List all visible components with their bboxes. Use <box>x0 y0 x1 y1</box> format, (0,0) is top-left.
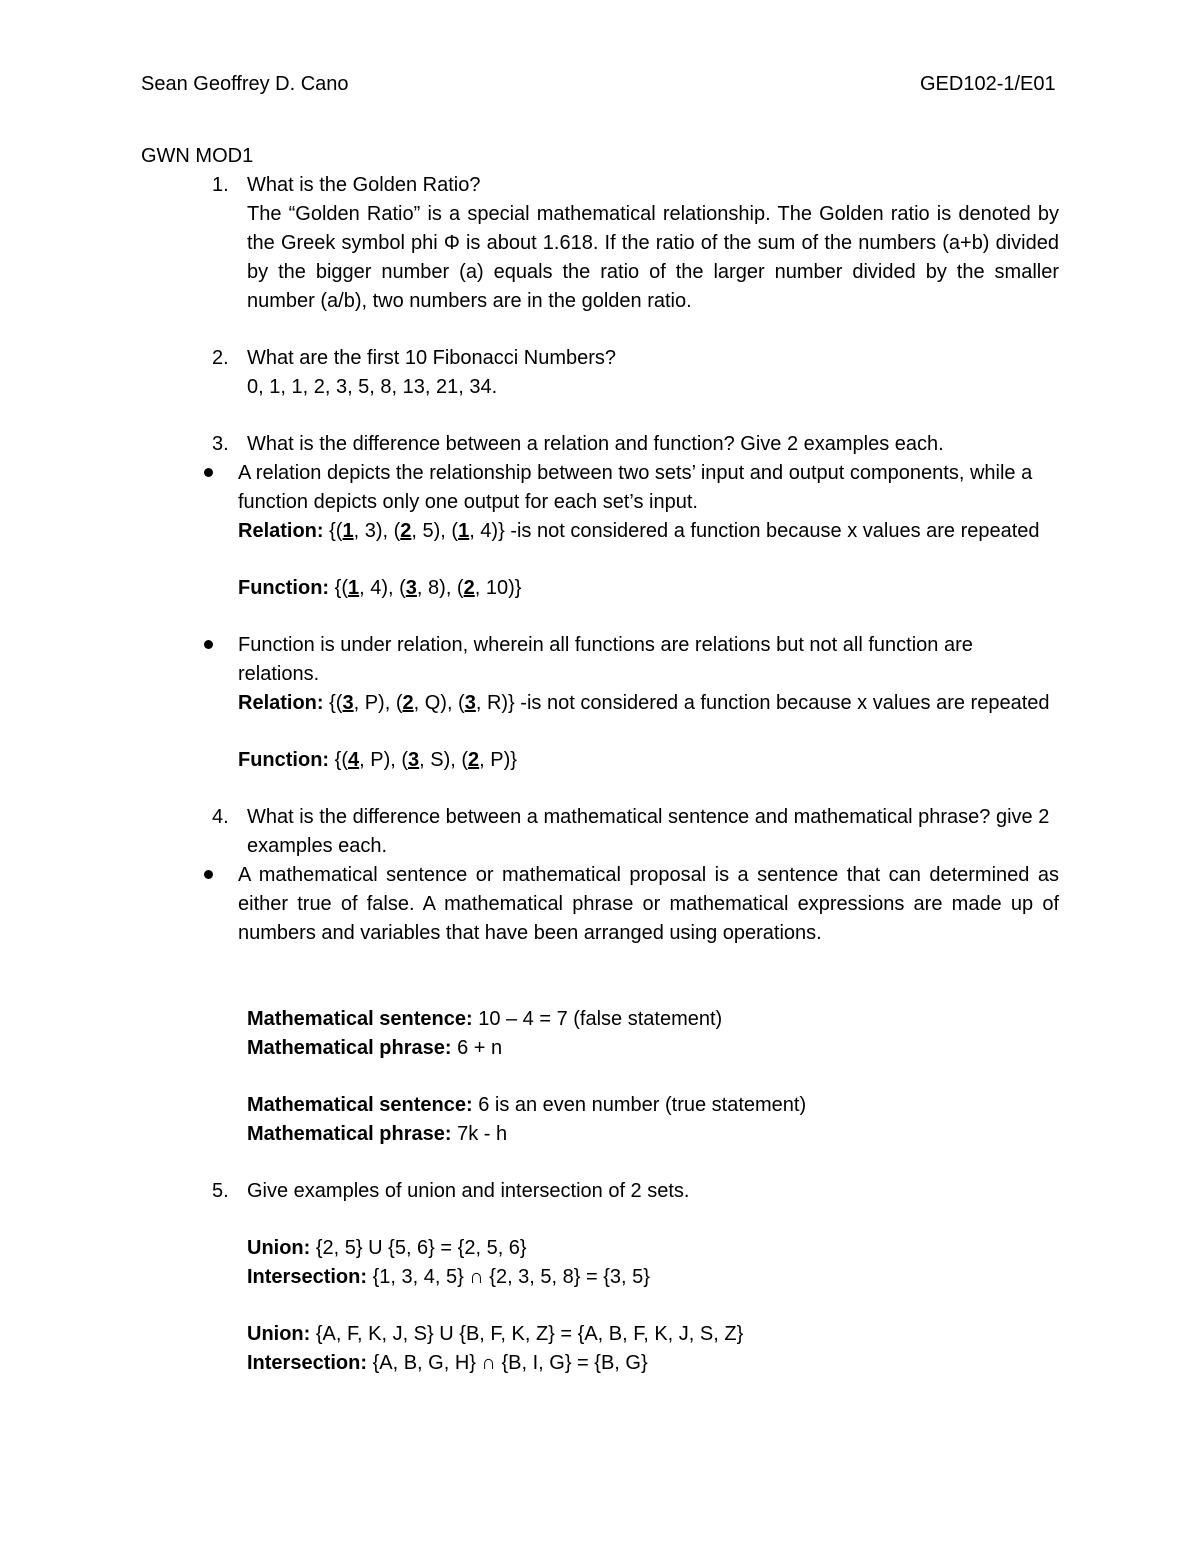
author-name: Sean Geoffrey D. Cano <box>141 73 349 95</box>
question-number: 2. <box>212 347 229 369</box>
question-number: 4. <box>212 806 229 828</box>
question-4: What is the difference between a mathematical sentence and mathematical phrase? give 2 examples each. <box>247 806 1050 857</box>
intersection-example-1: Intersection: {1, 3, 4, 5} ∩ {2, 3, 5, 8} = {3, 5} <box>247 1266 650 1288</box>
bullet-sentence-vs-phrase: A mathematical sentence or mathematical proposal is a sentence that can determined as either true of false. A mathematical phrase or mathematical expressions are made up of numbers and variables that have been arranged using operations. <box>238 864 1059 944</box>
bullet-icon <box>204 640 213 649</box>
relation-example-2: Relation: {(3, P), (2, Q), (3, R)} -is not considered a function because x values are repeated <box>238 692 1050 714</box>
relation-example-1: Relation: {(1, 3), (2, 5), (1, 4)} -is not considered a function because x values are repeated <box>238 520 1040 542</box>
answer-1: The “Golden Ratio” is a special mathematical relationship. The Golden ratio is denoted by the Greek symbol phi Φ is about 1.618. If the ratio of the sum of the numbers (a+b) divided by the bigger number (a) equals the ratio of the larger number divided by the smaller number (a/b), two numbers are in the golden ratio. <box>247 203 1059 312</box>
question-1: What is the Golden Ratio? <box>247 174 481 196</box>
question-number: 3. <box>212 433 229 455</box>
bullet-relation-vs-function: A relation depicts the relationship between two sets’ input and output components, while a function depicts only one output for each set’s input. <box>238 462 1033 513</box>
question-number: 1. <box>212 174 229 196</box>
bullet-icon <box>204 870 213 879</box>
union-example-2: Union: {A, F, K, J, S} U {B, F, K, Z} = {A, B, F, K, J, S, Z} <box>247 1323 744 1345</box>
answer-2: 0, 1, 1, 2, 3, 5, 8, 13, 21, 34. <box>247 376 498 398</box>
bullet-function-under-relation: Function is under relation, wherein all functions are relations but not all function are relations. <box>238 634 973 685</box>
math-phrase-example-1: Mathematical phrase: 6 + n <box>247 1037 503 1059</box>
function-example-2: Function: {(4, P), (3, S), (2, P)} <box>238 749 517 771</box>
union-example-1: Union: {2, 5} U {5, 6} = {2, 5, 6} <box>247 1237 527 1259</box>
function-example-1: Function: {(1, 4), (3, 8), (2, 10)} <box>238 577 522 599</box>
math-phrase-example-2: Mathematical phrase: 7k - h <box>247 1123 508 1145</box>
question-5: Give examples of union and intersection of 2 sets. <box>247 1180 690 1202</box>
math-sentence-example-2: Mathematical sentence: 6 is an even number (true statement) <box>247 1094 807 1116</box>
intersection-example-2: Intersection: {A, B, G, H} ∩ {B, I, G} = {B, G} <box>247 1352 648 1374</box>
question-3: What is the difference between a relation and function? Give 2 examples each. <box>247 433 944 455</box>
question-number: 5. <box>212 1180 229 1202</box>
question-2: What are the first 10 Fibonacci Numbers? <box>247 347 617 369</box>
math-sentence-example-1: Mathematical sentence: 10 – 4 = 7 (false statement) <box>247 1008 723 1030</box>
course-code: GED102-1/E01 <box>920 73 1056 95</box>
document-title: GWN MOD1 <box>141 145 254 167</box>
bullet-icon <box>204 468 213 477</box>
